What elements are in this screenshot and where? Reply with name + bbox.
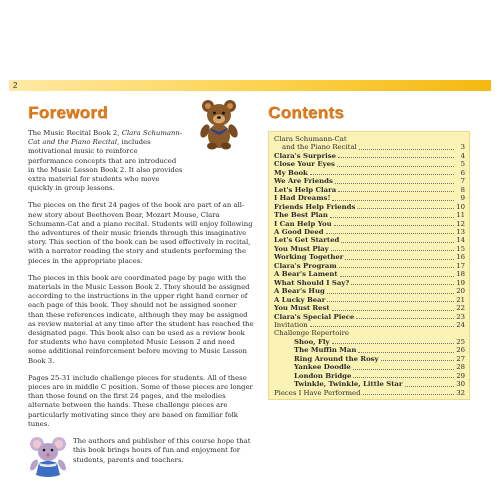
contents-entry-leader xyxy=(332,200,454,201)
contents-entry xyxy=(274,194,465,202)
contents-entry-page: 18 xyxy=(456,270,465,279)
contents-entry-leader xyxy=(356,318,454,319)
contents-entry-page: 8 xyxy=(460,185,465,194)
contents-entry xyxy=(274,253,465,261)
contents-entry-leader xyxy=(332,343,455,344)
contents-entry-page: 7 xyxy=(460,177,465,186)
contents-entry-title: You Must Rest xyxy=(274,304,330,313)
contents-entry-title: A Bear's Hug xyxy=(274,287,325,296)
contents-entry-page: 29 xyxy=(456,371,465,380)
contents-entry-title: Let's Get Started xyxy=(274,236,340,245)
contents-entry xyxy=(274,262,465,270)
contents-entry-title: Invitation xyxy=(274,320,308,329)
contents-entry-page: 27 xyxy=(456,354,465,363)
contents-entry-title: A Good Deed xyxy=(274,227,324,236)
foreword-section xyxy=(28,101,254,473)
contents-entry-title: I Can Help You xyxy=(274,219,332,228)
foreword-paragraph-5: The authors and publisher of this course hope that this book brings hours of fun and enjoyment for students, parents and teachers. xyxy=(73,437,251,464)
contents-entry xyxy=(274,389,465,397)
contents-entry-title: Twinkle, Twinkle, Little Star xyxy=(294,380,403,389)
contents-entry-title: Close Your Eyes xyxy=(274,160,335,169)
contents-entry-page: 25 xyxy=(456,337,465,346)
contents-entry-page: 3 xyxy=(460,143,465,152)
contents-entry-title: Clara's Special Piece xyxy=(274,312,355,321)
contents-entry xyxy=(274,143,465,151)
contents-entry xyxy=(274,380,465,388)
contents-entry-page: 24 xyxy=(456,320,465,329)
contents-entry-page: 10 xyxy=(456,202,465,211)
contents-entry-title: Ring Around the Rosy xyxy=(294,354,379,363)
contents-entry-leader xyxy=(358,352,454,353)
contents-entry-leader xyxy=(310,174,454,175)
contents-entry xyxy=(274,287,465,295)
contents-entry-leader xyxy=(341,242,454,243)
contents-entry xyxy=(274,228,465,236)
contents-entry xyxy=(274,313,465,321)
contents-entry xyxy=(274,135,465,143)
contents-entry-page: 16 xyxy=(456,253,465,262)
contents-entry-page: 28 xyxy=(456,363,465,372)
contents-entry-page: 32 xyxy=(456,388,465,397)
mouse-illustration-icon xyxy=(28,435,68,479)
contents-entry-page: 26 xyxy=(456,346,465,355)
contents-entry-leader xyxy=(338,191,454,192)
contents-entry-page: 4 xyxy=(460,151,465,160)
contents-entry-title: A Bear's Lament xyxy=(274,270,338,279)
contents-entry-title: A Lucky Bear xyxy=(274,295,326,304)
contents-entry-page: 15 xyxy=(456,244,465,253)
header-bar xyxy=(9,80,491,91)
foreword-paragraph-1: The Music Recital Book 2, Clara Schumann-Cat and the Piano Recital, includes motivational music to reinforce performance concepts that are introduced in the Music Lesson Book 2. It also provides extra material for students who move quickly in group lessons. xyxy=(28,129,183,193)
contents-entry-leader xyxy=(345,259,454,260)
contents-entry-leader xyxy=(363,394,455,395)
contents-entry-title: Clara's Program xyxy=(274,261,337,270)
foreword-paragraph-2: The pieces on the first 24 pages of the book are part of an all-new story about Beethoven Bear, Mozart Mouse, Clara Schumann-Cat and a piano recital. Students will enjoy following the adventures of their music friends through this imaginative story. This section of the book can be used effectively in recital, with a narrator reading the story and students performing the pieces in the appropriate places. xyxy=(28,201,253,265)
contents-entry-title: Shoo, Fly xyxy=(294,337,330,346)
contents-entry-page: 5 xyxy=(460,160,465,169)
contents-entry-page: 11 xyxy=(456,211,465,220)
contents-entry xyxy=(274,220,465,228)
contents-entry-leader xyxy=(339,267,454,268)
contents-entry xyxy=(274,346,465,354)
contents-entry-title: Working Together xyxy=(274,253,344,262)
contents-entry xyxy=(274,270,465,278)
contents-entry-leader xyxy=(330,217,454,218)
contents-entry-leader xyxy=(340,276,454,277)
contents-entry-page: 22 xyxy=(456,304,465,313)
contents-entry-leader xyxy=(353,377,454,378)
contents-entry xyxy=(274,329,465,337)
contents-entry xyxy=(274,321,465,329)
contents-entry-title: Let's Help Clara xyxy=(274,185,337,194)
contents-entry-page: 30 xyxy=(456,380,465,389)
foreword-paragraph-3: The pieces in this book are coordinated page by page with the materials in the Music Lesson Book 2. They should be assigned according to the instructions in the upper right hand corner of each page of this book. They should not be assigned sooner than these references indicate, although they may be assigned as review material at any time after the student has reached the designated page. This book also can be used as a review book for students who have completed Music Lesson 2 and need some additional reinforcement before moving to Music Lesson Book 3. xyxy=(28,273,254,365)
contents-entry-page: 14 xyxy=(456,236,465,245)
contents-entry-page: 12 xyxy=(456,219,465,228)
contents-entry-leader xyxy=(357,208,454,209)
contents-entry xyxy=(274,177,465,185)
contents-entry-title: My Book xyxy=(274,168,308,177)
contents-entry xyxy=(274,211,465,219)
contents-entry-leader xyxy=(327,301,454,302)
contents-entry-leader xyxy=(327,293,454,294)
contents-entry-page: 13 xyxy=(456,227,465,236)
contents-entry-leader xyxy=(405,386,455,387)
contents-entry-page: 17 xyxy=(456,261,465,270)
contents-entry-title: The Best Plan xyxy=(274,211,328,220)
contents-entry-leader xyxy=(351,284,454,285)
contents-entry-leader xyxy=(359,149,454,150)
contents-entry-title: I Had Dreams! xyxy=(274,194,331,203)
contents-entry xyxy=(274,372,465,380)
contents-entry-title: and the Piano Recital xyxy=(282,143,357,152)
contents-entry-title: What Should I Say? xyxy=(274,278,350,287)
contents-entry-page: 19 xyxy=(456,278,465,287)
contents-entry-title: London Bridge xyxy=(294,371,352,380)
contents-entry-title: Friends Help Friends xyxy=(274,202,356,211)
foreword-closing xyxy=(28,437,254,465)
contents-entry-title: You Must Play xyxy=(274,244,329,253)
contents-entry-page: 9 xyxy=(460,194,465,203)
contents-list xyxy=(268,131,470,400)
contents-entry xyxy=(274,279,465,287)
contents-entry xyxy=(274,296,465,304)
contents-entry-page: 6 xyxy=(460,168,465,177)
contents-entry-leader xyxy=(331,250,454,251)
contents-entry xyxy=(274,160,465,168)
contents-entry-leader xyxy=(338,157,454,158)
contents-entry xyxy=(274,245,465,253)
contents-entry-leader xyxy=(353,369,454,370)
contents-entry-title: Pieces I Have Performed xyxy=(274,388,361,397)
contents-entry xyxy=(274,203,465,211)
contents-entry-leader xyxy=(335,183,454,184)
contents-entry xyxy=(274,363,465,371)
contents-entry xyxy=(274,304,465,312)
contents-entry xyxy=(274,186,465,194)
contents-entry-title: Clara Schumann-Cat xyxy=(274,135,347,143)
contents-entry-leader xyxy=(337,166,454,167)
contents-entry-title: Yankee Doodle xyxy=(294,363,351,372)
contents-entry xyxy=(274,338,465,346)
contents-entry xyxy=(274,152,465,160)
contents-entry-leader xyxy=(332,310,454,311)
contents-entry-page: 23 xyxy=(456,312,465,321)
contents-entry-page: 21 xyxy=(456,295,465,304)
contents-entry-title: We Are Friends xyxy=(274,177,333,186)
contents-entry-title: The Muffin Man xyxy=(294,346,357,355)
contents-section xyxy=(268,101,470,400)
contents-entry-title: Clara's Surprise xyxy=(274,151,336,160)
contents-entry-leader xyxy=(381,360,454,361)
foreword-paragraph-4: Pages 25-31 include challenge pieces for students. All of these pieces are in middle C position. Some of these pieces are longer than those found on the first 24 pages, and the melodies alternate between the hands. These challenge pieces are particularly motivating since they are based on familiar folk tunes. xyxy=(28,373,253,428)
page-number: 2 xyxy=(13,81,18,90)
contents-entry-leader xyxy=(334,225,454,226)
contents-entry xyxy=(274,169,465,177)
contents-entry-title: Challenge Repertoire xyxy=(274,329,349,338)
foreword-title: Foreword xyxy=(28,103,108,122)
contents-entry-leader xyxy=(326,233,454,234)
contents-entry xyxy=(274,355,465,363)
contents-title: Contents xyxy=(268,103,345,122)
contents-entry-page: 20 xyxy=(456,287,465,296)
bear-illustration-icon xyxy=(196,98,242,150)
contents-entry-leader xyxy=(310,326,454,327)
contents-entry xyxy=(274,236,465,244)
